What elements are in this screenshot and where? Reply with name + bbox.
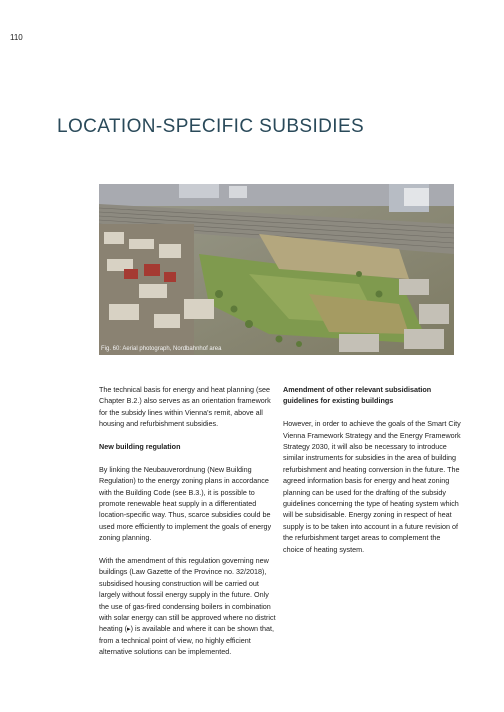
photo-caption: Fig. 60: Aerial photograph, Nordbahnhof area <box>101 346 222 352</box>
aerial-photo-image <box>99 184 454 355</box>
paragraph: The technical basis for energy and heat planning (see Chapter B.2.) also serves as an orientation framework for the subsidy lines within Vienna's remit, above all housing and refurbishment subsidies. <box>99 385 271 429</box>
page-number: 110 <box>10 33 23 42</box>
paragraph: By linking the Neubauverordnung (New Building Regulation) to the energy zoning plans in accordance with the Building Code (see B.3.), it is possible to promote renewable heat supply in a differentiated location-specific way. Thus, scarce subsidies could be used more efficiently to implement the goals of energy zoning planning. <box>99 464 272 543</box>
right-column <box>283 384 463 566</box>
section-heading: New building regulation <box>99 442 181 452</box>
paragraph: However, in order to achieve the goals of the Smart City Vienna Framework Strategy and the Energy Framework Strategy 2030, it will also be necessary to introduce similar instruments for subsidies in the area of building refurbishment and heating conversion in the future. The agreed information basis for energy and heat zoning planning can be used for the drafting of the subsidy guidelines concerning the type of heating system which will be subsidisable. Energy zoning in respect of heat supply is to be taken into account in a future revision of the refurbishment target areas to complement the choice of heating system. <box>283 419 461 554</box>
paragraph: With the amendment of this regulation governing new buildings (Law Gazette of the Province no. 32/2018), subsidised housing construction will be carried out largely without fossil energy supply in the future. Only the use of gas-fired condensing boilers in combination with solar energy can still be approved where no district heating (▸) is available and where it can be shown that, from a technical point of view, no highly efficient alternative solutions can be implemented. <box>99 556 276 657</box>
aerial-photo <box>99 184 454 355</box>
page-title: LOCATION-SPECIFIC SUBSIDIES <box>57 116 365 137</box>
section-heading: Amendment of other relevant subsidisation guidelines for existing buildings <box>283 385 432 406</box>
left-column <box>99 384 277 669</box>
